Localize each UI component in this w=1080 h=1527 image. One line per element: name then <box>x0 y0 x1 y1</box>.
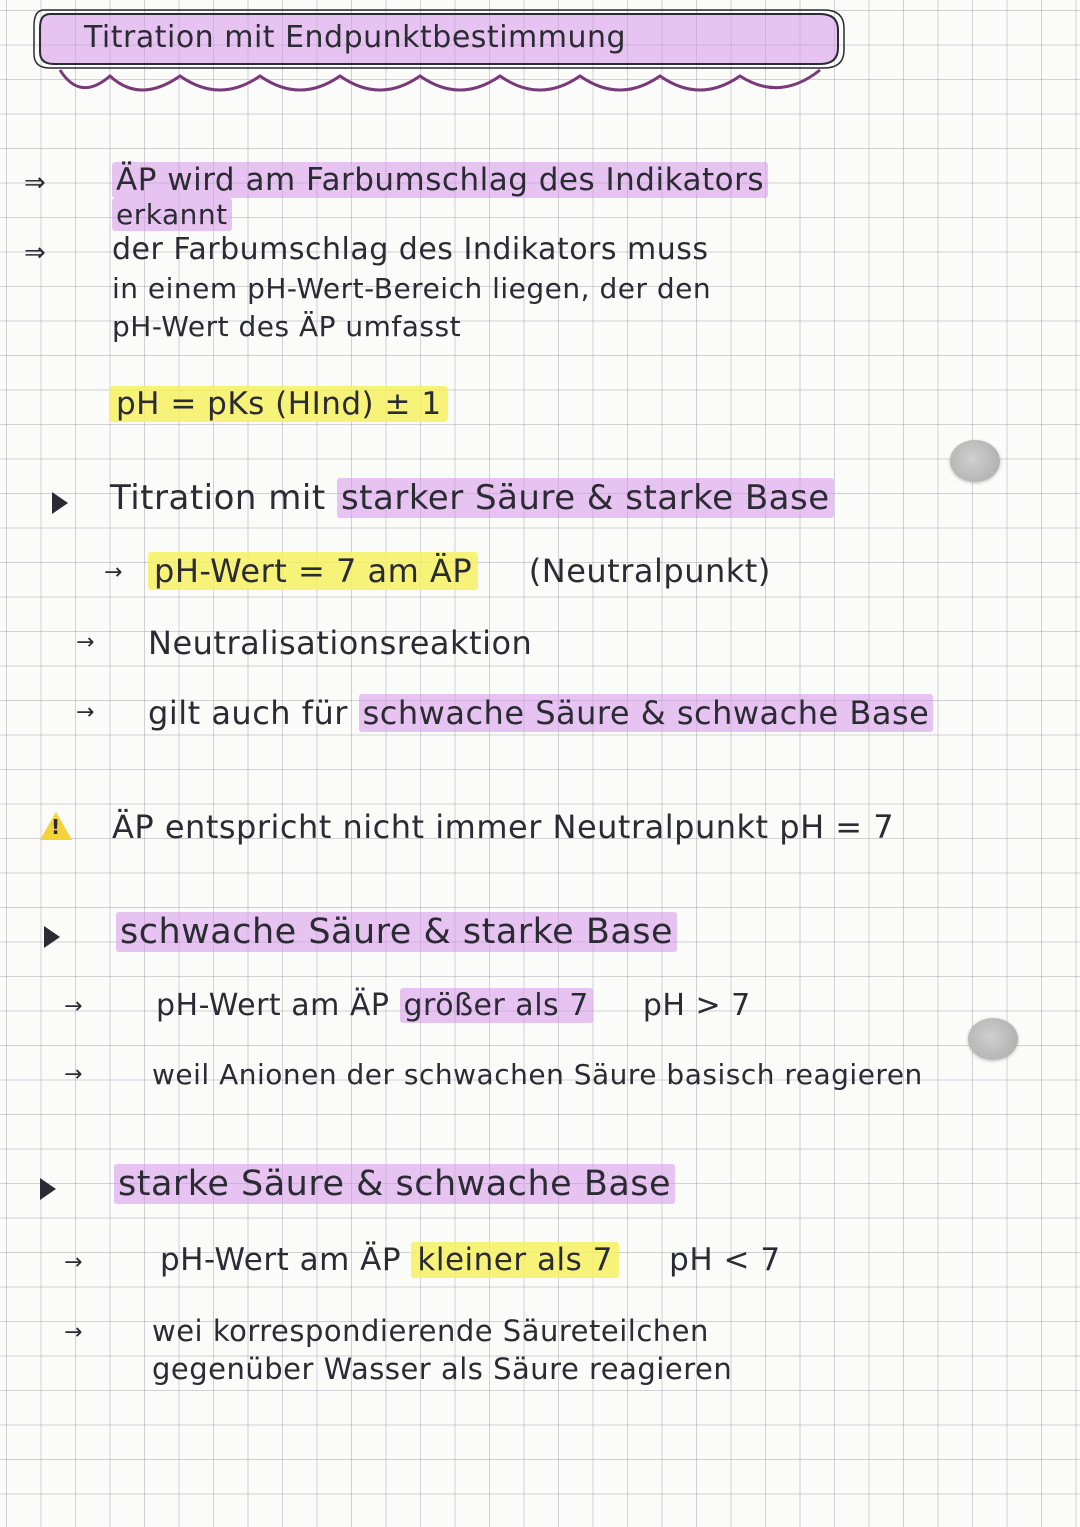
section-weak-acid-item-1-prefix: pH-Wert am ÄP <box>156 988 390 1023</box>
section-weak-base-heading <box>114 1164 675 1204</box>
section-weak-acid-item-1-highlight: größer als 7 <box>400 988 593 1023</box>
arrow-right-icon: → <box>76 630 95 655</box>
bullet-triangle-icon <box>52 492 68 514</box>
section-strong-heading-prefix: Titration mit <box>110 478 326 518</box>
section-strong-heading <box>110 478 834 518</box>
formula-line <box>110 386 448 422</box>
punch-hole <box>950 440 1000 482</box>
punch-hole <box>968 1018 1018 1060</box>
arrow-right-icon: → <box>104 560 123 585</box>
intro-line-2b: in einem pH-Wert-Bereich liegen, der den <box>112 272 712 305</box>
intro-line-1-text: ÄP wird am Farbumschlag des Indikators <box>112 162 768 198</box>
section-strong-item-3 <box>148 694 933 732</box>
formula: pH = pKs (HInd) ± 1 <box>110 386 448 422</box>
section-strong-item-3-highlight: schwache Säure & schwache Base <box>359 694 934 732</box>
section-strong-item-1-note: (Neutralpunkt) <box>528 552 771 590</box>
section-weak-base-heading-text: starke Säure & schwache Base <box>114 1164 675 1204</box>
arrow-right-icon: → <box>64 1320 83 1345</box>
section-weak-acid-item-1-note: pH > 7 <box>642 988 751 1023</box>
section-weak-acid-item-1 <box>156 988 751 1023</box>
section-weak-base-item-1 <box>160 1242 781 1278</box>
bullet-triangle-icon <box>40 1178 56 1200</box>
section-weak-base-item-2b: gegenüber Wasser als Säure reagieren <box>152 1352 733 1386</box>
section-strong-item-2: Neutralisationsreaktion <box>148 624 533 662</box>
section-weak-base-item-1-highlight: kleiner als 7 <box>411 1242 618 1278</box>
intro-line-1b-text: erkannt <box>112 198 232 231</box>
arrow-right-icon: → <box>64 1062 83 1087</box>
arrow-right-icon: → <box>64 1250 83 1275</box>
double-arrow-icon: ⇒ <box>24 168 46 198</box>
section-weak-acid-heading <box>116 912 677 952</box>
section-strong-item-3-prefix: gilt auch für <box>148 694 348 732</box>
section-weak-base-item-1-prefix: pH-Wert am ÄP <box>160 1242 402 1278</box>
intro-line-1b <box>112 198 232 231</box>
section-weak-base-item-1-note: pH < 7 <box>669 1242 781 1278</box>
intro-line-1 <box>112 162 768 198</box>
intro-line-2: der Farbumschlag des Indikators muss <box>112 232 709 267</box>
warning-text: ÄP entspricht nicht immer Neutralpunkt pH = 7 <box>112 808 895 846</box>
page-title: Titration mit Endpunktbestimmung <box>84 20 627 55</box>
arrow-right-icon: → <box>64 994 83 1019</box>
double-arrow-icon: ⇒ <box>24 238 46 268</box>
warning-mark: ! <box>51 815 61 839</box>
section-weak-acid-heading-text: schwache Säure & starke Base <box>116 912 677 952</box>
section-weak-acid-item-2: weil Anionen der schwachen Säure basisch reagieren <box>152 1058 923 1091</box>
bullet-triangle-icon <box>44 926 60 948</box>
section-strong-heading-highlight: starker Säure & starke Base <box>337 478 834 518</box>
section-weak-base-item-2: wei korrespondierende Säureteilchen <box>152 1314 709 1348</box>
intro-line-2c: pH-Wert des ÄP umfasst <box>112 310 462 343</box>
section-strong-item-1 <box>148 552 771 590</box>
section-strong-item-1-text: pH-Wert = 7 am ÄP <box>148 552 478 590</box>
arrow-right-icon: → <box>76 700 95 725</box>
